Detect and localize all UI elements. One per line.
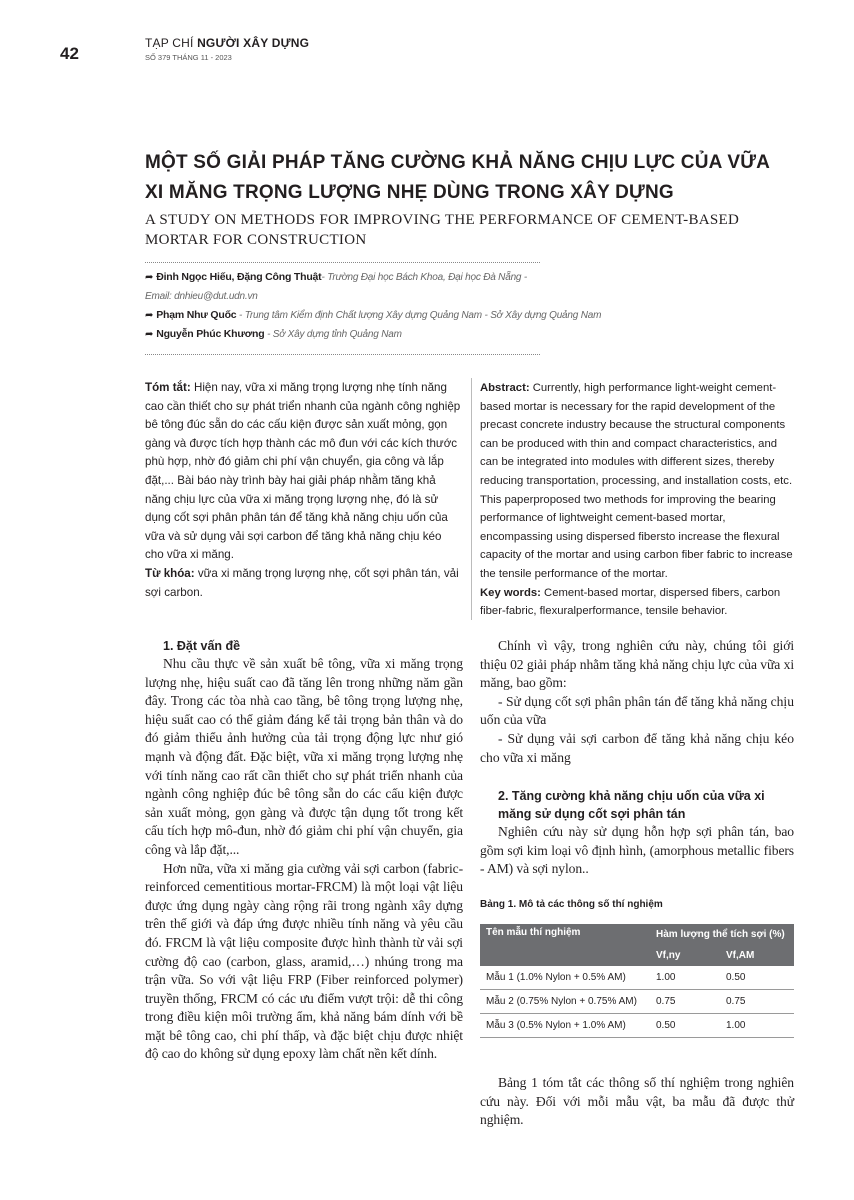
keywords-en [480,584,794,621]
article-title-en: A STUDY ON METHODS FOR IMPROVING THE PERFORMANCE OF CEMENT-BASED MORTAR FOR CONSTRUCTION [145,212,740,248]
keywords-vn-label: Từ khóa: [145,566,195,580]
abstract-en [480,379,794,621]
author-names: Nguyễn Phúc Khương [156,328,265,340]
journal-title [145,36,309,50]
cell-vf-ny: 1.00 [650,966,720,990]
header-sample: Tên mẫu thí nghiệm [480,924,650,966]
author-names: Phạm Như Quốc [156,309,237,321]
section-1-heading: 1. Đặt vấn đề [163,639,241,653]
paragraph: Hơn nữa, vữa xi măng gia cường vải sợi carbon (fabric-reinforced cementitious mortar-FRCM) là một loại vật liệu được ứng dụng ngày càng rộng rãi trong ngành xây dựng trên thế giới và đáp ứng được nhiều tính năng và yêu cầu đó. FRCM là vật liệu composite được hình thành từ vải sợi cường độ cao (carbon, glass, aramid,…) nhúng trong ma trận vữa. So với vật liệu FRP (Fiber reinforced polymer) truyền thống, FRCM có các ưu điểm vượt trội: dễ thi công trong điều kiện môi trường ẩm, khả năng bám dính với bề mặt bê tông cao, chi phí thấp, và đặc biệt chịu được nhiệt độ cao do không sử dụng epoxy làm chất nền kết dính. [145,860,463,1062]
table-row [480,966,794,990]
paragraph: Nghiên cứu này sử dụng hỗn hợp sợi phân tán, bao gồm sợi kim loại vô định hình, (amorphous metallic fibers - AM) và sợi nylon.. [480,824,794,877]
author-affiliation: - Trung tâm Kiểm định Chất lượng Xây dựng Quảng Nam - Sở Xây dựng Quảng Nam [236,310,602,321]
abstract-en-text [480,379,794,584]
column-divider [471,378,472,620]
left-column [145,637,463,1064]
bullet-item: - Sử dụng vải sợi carbon để tăng khả năng chịu kéo cho vữa xi măng [480,730,794,765]
author-line [145,306,602,325]
page-number: 42 [60,44,79,63]
divider-top [145,262,540,263]
journal-issue: SỐ 379 THÁNG 11 - 2023 [145,53,232,62]
keywords-en-body: Cement-based mortar, dispersed fibers, carbon fiber-fabric, flexuralperformance, tensile behavior. [480,586,781,618]
bullet-item: - Sử dụng cốt sợi phân phân tán để tăng khả năng chịu uốn của vữa [480,693,794,728]
author-block [145,268,602,344]
table-caption: Bảng 1. Mô tả các thông số thí nghiệm [480,898,663,910]
cell-vf-ny: 0.75 [650,989,720,1013]
author-email: Email: dnhieu@dut.udn.vn [145,291,258,302]
cell-vf-ny: 0.50 [650,1013,720,1037]
journal-header [145,36,309,62]
abstract-vn-text [145,379,463,565]
journal-prefix: TẠP CHÍ [145,36,198,50]
arrow-icon: ➦ [145,310,154,321]
article-title-vn: MỘT SỐ GIẢI PHÁP TĂNG CƯỜNG KHẢ NĂNG CHỊU LỰC CỦA VỮA XI MĂNG TRỌNG LƯỢNG NHẸ DÙNG TRONG XÂY DỰNG [145,152,770,203]
table-row [480,1013,794,1037]
divider-bottom [145,354,540,355]
table-header-row [480,924,794,945]
paragraph: Nhu cầu thực về sản xuất bê tông, vữa xi măng trọng lượng nhẹ, hiệu suất cao đã tăng lên trong những năm gần đây. Trong các tòa nhà cao tầng, bê tông trọng lượng nhẹ, hiệu suất cao có thể giảm đáng kể tải trọng bản thân và do đó giảm thiểu ảnh hưởng của tải trọng động lực như gió mạnh và động đất. Đặc biệt, vữa xi măng trọng lượng nhẹ với tính năng cao rất cần thiết cho sự phát triển nhanh của ngành công nghiệp đúc bê tông sẵn do các cấu kiện được sản xuất mỏng, gọn gàng và được tận dụng tốt trong kết cấu tích hợp mô-đun, nhờ đó giảm chi phí vận chuyển, gia công và lắp đặt,... [145,656,463,857]
abstract-en-body: Currently, high performance light-weight cement-based mortar is necessary for the rapid development of the precast concrete industry because the structural components can be produced with thin and compact characteristics, and can be integrated into modules with different sizes, thereby reducing transportation, processing, and installation costs, etc. This paperproposed two methods for improving the bearing performance of lightweight cement-based mortar, encompassing using dispersed fibersto increase the flexural capacity of the mortar and using carbon fiber fabric to increase the tensile performance of the mortar. [480,382,793,580]
author-affiliation: - Trường Đại học Bách Khoa, Đại học Đà Nẵng - [321,272,528,283]
author-names: Đinh Ngọc Hiếu, Đặng Công Thuật [156,271,322,283]
abstract-vn-label: Tóm tắt: [145,381,191,394]
author-affiliation: - Sở Xây dựng tỉnh Quảng Nam [264,329,402,340]
section-2-heading: 2. Tăng cường khả năng chịu uốn của vữa xi măng sử dụng cốt sợi phân tán [498,789,765,822]
right-column [480,637,794,1130]
keywords-vn-body: vữa xi măng trọng lượng nhẹ, cốt sợi phân tán, vải sợi carbon. [145,566,459,599]
abstract-vn-body: Hiện nay, vữa xi măng trọng lượng nhẹ tính năng cao cần thiết cho sự phát triển nhanh của ngành công nghiệp bê tông đúc sẵn do các cấu kiện được sản xuất mỏng, gọn gàng và được tích hợp thành các mô đun với các kích thước phù hợp, nhờ đó giảm chi phí vận chuyển, gia công và lắp đặt,... Bài báo này trình bày hai giải pháp nhằm tăng khả năng chịu lực của vữa xi măng trọng lượng nhẹ, đó là sử dụng cốt sợi phân phân tán để tăng khả năng chịu uốn của vữa và sử dụng vải sợi carbon để tăng khả năng chịu kéo cho vữa xi măng. [145,381,461,562]
header-fiber-content: Hàm lượng thể tích sợi (%) [650,924,794,945]
cell-vf-am: 0.50 [720,966,794,990]
paragraph: Chính vì vậy, trong nghiên cứu này, chúng tôi giới thiệu 02 giải pháp nhằm tăng khả năng chịu lực của vữa xi măng, bao gồm: [480,638,794,691]
header-vf-ny: Vf,ny [650,945,720,966]
paragraph: Bảng 1 tóm tắt các thông số thí nghiệm trong nghiên cứu này. Đối với mỗi mẫu vật, ba mẫu đã được thử nghiệm. [480,1074,794,1128]
cell-vf-am: 1.00 [720,1013,794,1037]
keywords-en-label: Key words: [480,586,541,599]
arrow-icon: ➦ [145,329,154,340]
cell-sample: Mẫu 2 (0.75% Nylon + 0.75% AM) [480,989,650,1013]
cell-sample: Mẫu 1 (1.0% Nylon + 0.5% AM) [480,966,650,990]
journal-name: NGƯỜI XÂY DỰNG [197,36,310,50]
abstract-en-label: Abstract: [480,382,530,394]
table-row [480,989,794,1013]
parameters-table [480,924,794,1038]
author-line [145,268,565,287]
arrow-icon: ➦ [145,272,154,283]
keywords-vn [145,565,463,602]
cell-vf-am: 0.75 [720,989,794,1013]
author-line [145,325,565,344]
abstract-vn [145,379,463,602]
cell-sample: Mẫu 3 (0.5% Nylon + 1.0% AM) [480,1013,650,1037]
header-vf-am: Vf,AM [720,945,794,966]
